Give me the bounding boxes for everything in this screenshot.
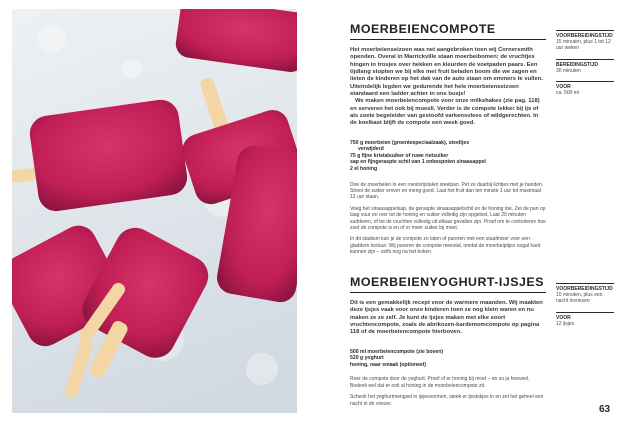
recipe-2-steps xyxy=(350,376,546,407)
meta-value: 10 minuten, plus een nacht invriezen xyxy=(556,292,603,305)
recipe-step: Doe de moerbeien in een roestvrijstalen steelpan. Pet ze daarbij lichtjes met je handen. Strooi de suiker erover en meng goed. Laat het fruit dan ten minste 1 uur tot maximaal 12 uur staan. xyxy=(350,181,544,201)
recipe-step: In dit stadium kun je de compote zo laten of pureren met een staafmixer voor een gladdere textuur. Wij pureren de compote meestal, omdat de moerbeipitjes nogal hard kunnen zijn – zelfs nog na het koken. xyxy=(350,236,541,256)
meta-label: BEREIDINGSTIJD xyxy=(556,59,614,68)
recipe-2 xyxy=(350,275,546,407)
recipe-2-intro xyxy=(350,300,546,337)
meta-item xyxy=(556,30,614,52)
meta-item xyxy=(556,59,614,74)
meta-value: 15 minuten, plus 1 tot 12 uur weken xyxy=(556,39,611,52)
meta-item xyxy=(556,81,614,96)
recipe-2-intro-p1: Dit is een gemakkelijk recept voor de warmere maanden. Wij maakten deze ijsjes vaak voor onze kinderen toen ze nog klein waren en nu maken ze ze zelf. Je kunt de ijsjes maken met elke soort vruchtencompote, zoals de abrikozen-kardemomcompote op pagina 118 of de moerbeiencompote hierboven. xyxy=(350,300,543,336)
meta-label: VOOR xyxy=(556,81,614,90)
page-number: 63 xyxy=(599,404,611,415)
recipe-2-title: MOERBEIENYOGHURT-IJSJES xyxy=(350,275,546,293)
recipe-1-title: MOERBEIENCOMPOTE xyxy=(350,22,546,40)
recipe-1 xyxy=(350,22,546,256)
popsicle-photo xyxy=(12,9,297,413)
recipe-1-intro xyxy=(350,47,546,128)
recipe-step: Schenk het yoghurtmengsel in ijsjesvormen, steek er ijsstokjes in en zet het geheel een nacht in de vriezer. xyxy=(350,394,544,407)
recipe-1-ingredients xyxy=(350,140,546,173)
recipe-1-meta xyxy=(556,30,614,103)
recipe-2-ingredients xyxy=(350,349,546,369)
ingredient: honing, naar smaak (optioneel) xyxy=(350,361,426,368)
recipe-step: Voeg het sinaasappelsap, de geraspte sinaasappelschil en de honing toe. Zet de pan op laag vuur en roer tot de honing en suiker volledig zijn opgelost. Laat 20 minuten sudderen, of tot de vruchten volledig uit elkaar gevallen zijn. Proef om te controleren hoe zoet de compote is en of er meer suiker bij moet. xyxy=(350,205,546,231)
recipe-step: Roer de compote door de yoghurt. Proef of er honing bij moet – en zo ja hoeveel. Bedenk wel dat er ook al honing in de moerbeiencompote zit. xyxy=(350,376,530,389)
popsicle-left xyxy=(12,97,189,217)
ingredient: 2 el honing xyxy=(350,165,378,172)
ingredient: 75 g fijne kristalsuiker of ruwe rietsuiker xyxy=(350,152,449,159)
meta-label: VOORBEREIDINGSTIJD xyxy=(556,30,614,39)
ingredient: 520 g yoghurt xyxy=(350,355,384,362)
meta-label: VOORBEREIDINGSTIJD xyxy=(556,283,614,292)
recipe-2-meta xyxy=(556,283,614,334)
ingredient: 750 g moerbeien (groentespeciaalzaak), steeltjes xyxy=(350,139,470,146)
ingredient: sap en fijngeraspte schil van 1 onbespoten sinaasappel xyxy=(350,159,486,166)
meta-item xyxy=(556,283,614,305)
ingredient: verwijderd xyxy=(358,146,384,153)
meta-item xyxy=(556,312,614,327)
recipe-1-intro-p1: Het moerbeienseizoen was net aangebroken toen wij Cornersmith openden. Overal in Marrickville staan moerbeibomen; de vruchtjes hingen in trosjes over hekken en kleurden de voetpaden paars. Een tijdlang stopten we bij elke met fruit beladen boom die we zagen en lieten de kinderen op het dak van de auto staan om emmers te vullen. Uiteindelijk legden we gedurende het hele moerbeienseizoen standaard een ladder achter in ons busje! xyxy=(350,47,543,98)
ingredient: 500 ml moerbeiencompote (zie boven) xyxy=(350,348,444,355)
recipe-1-steps xyxy=(350,182,546,256)
meta-value: ca. 500 ml xyxy=(556,90,580,97)
recipe-1-intro-p2: We maken moerbeiencompote voor onze milkshakes (zie pag. 118) en serveren het ook bij muesli. Verder is de compote lekker bij ijs of als zoete begeleider van gestoofd varkensvlees of wildgerechten. In de koelkast blijft de compote een week goed. xyxy=(350,98,540,127)
popsicle-illustration xyxy=(12,9,297,413)
meta-label: VOOR xyxy=(556,312,614,321)
stick-lower xyxy=(63,339,94,400)
meta-value: 12 ijsjes xyxy=(556,320,575,327)
popsicle-top xyxy=(174,9,297,74)
meta-value: 30 minuten xyxy=(556,67,581,74)
